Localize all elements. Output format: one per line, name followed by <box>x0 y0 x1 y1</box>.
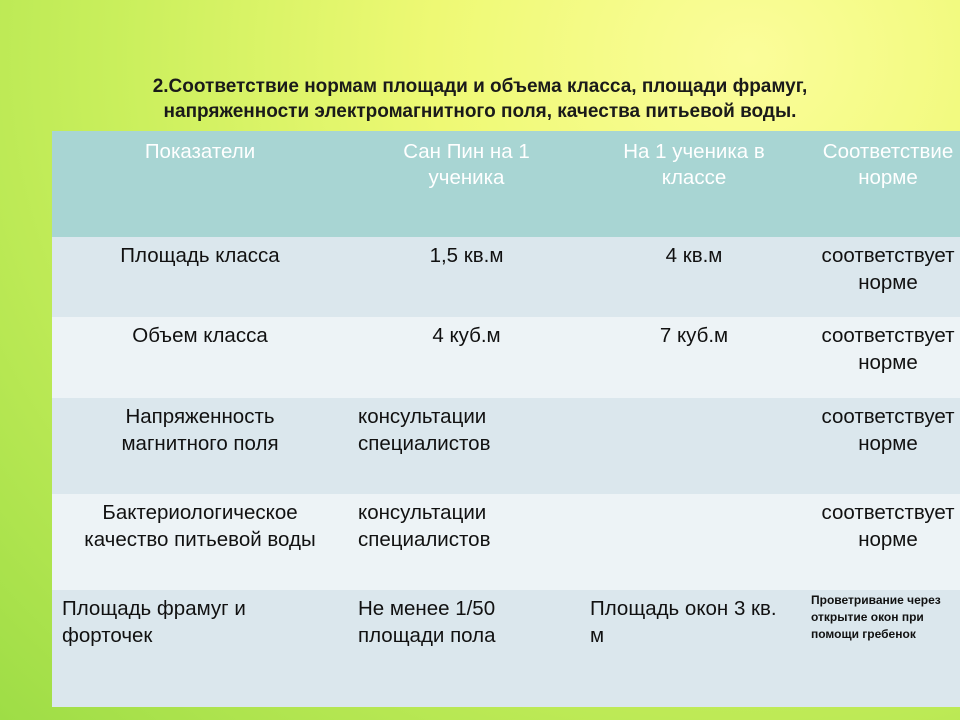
table-row <box>52 590 960 707</box>
cell-indicator: Площадь класса <box>52 237 348 317</box>
cell-sanpin: Не менее 1/50 площади пола <box>348 590 585 707</box>
cell-sanpin: консультации специалистов <box>348 494 585 590</box>
cell-sanpin: консультации специалистов <box>348 398 585 494</box>
cell-indicator: Напряженность магнитного поля <box>52 398 348 494</box>
cell-compliance: соответствует норме <box>803 237 960 317</box>
cell-indicator: Площадь фрамуг и форточек <box>52 590 348 707</box>
cell-per-student <box>585 398 803 494</box>
slide-title <box>60 74 900 124</box>
header-per-student: На 1 ученика в классе <box>585 131 803 237</box>
table-row <box>52 398 960 494</box>
cell-compliance: соответствует норме <box>803 317 960 398</box>
cell-per-student <box>585 494 803 590</box>
cell-sanpin: 1,5 кв.м <box>348 237 585 317</box>
table-row <box>52 317 960 398</box>
header-compliance: Соответствие норме <box>803 131 960 237</box>
table-row <box>52 237 960 317</box>
slide-title-line-2: напряженности электромагнитного поля, качества питьевой воды. <box>163 101 797 122</box>
cell-indicator: Бактериологическое качество питьевой воды <box>52 494 348 590</box>
table-header-row <box>52 131 960 237</box>
cell-compliance: соответствует норме <box>803 398 960 494</box>
cell-per-student: Площадь окон 3 кв. м <box>585 590 803 707</box>
cell-sanpin: 4 куб.м <box>348 317 585 398</box>
norms-table <box>52 131 960 707</box>
cell-per-student: 7 куб.м <box>585 317 803 398</box>
cell-compliance: Проветривание через открытие окон при помощи гребенок <box>803 590 960 707</box>
cell-per-student: 4 кв.м <box>585 237 803 317</box>
header-indicators: Показатели <box>52 131 348 237</box>
cell-compliance: соответствует норме <box>803 494 960 590</box>
header-sanpin: Сан Пин на 1 ученика <box>348 131 585 237</box>
cell-indicator: Объем класса <box>52 317 348 398</box>
slide-title-line-1: 2.Соответствие нормам площади и объема класса, площади фрамуг, <box>152 76 808 97</box>
table-row <box>52 494 960 590</box>
